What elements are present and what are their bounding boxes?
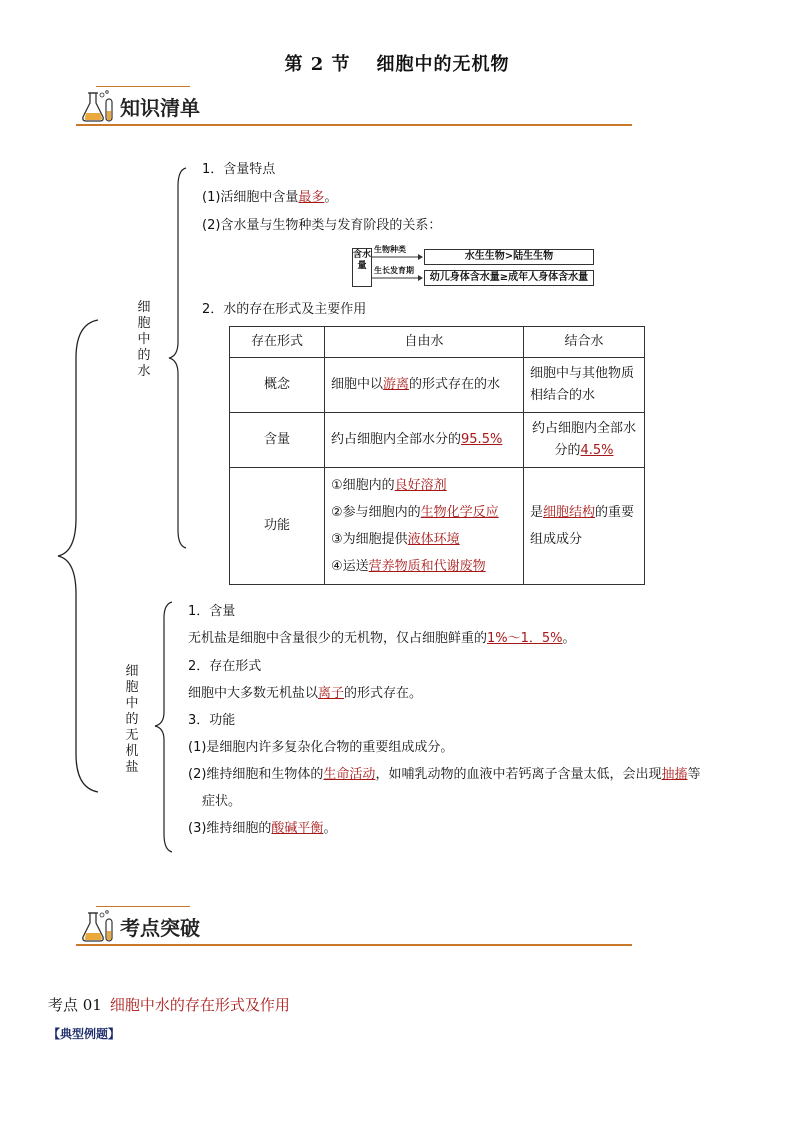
keyword: 生物化学反应 <box>420 505 499 520</box>
diagram-arrow-label-1: 生物种类 <box>374 245 406 254</box>
keyword: 液体环境 <box>407 532 460 547</box>
diagram-arrow-label-2: 生长发育期 <box>374 266 414 275</box>
flask-icon <box>80 89 118 125</box>
water-content-diagram <box>352 244 598 288</box>
keyword: 1%～1．5% <box>487 631 563 646</box>
salt-function-2-cont: 症状。 <box>202 794 242 809</box>
table-row-label: 概念 <box>230 358 325 413</box>
water-heading-2: 2．水的存在形式及主要作用 <box>202 302 367 317</box>
water-heading-1: 1．含量特点 <box>202 162 276 177</box>
diagram-result-1: 水生生物>陆生生物 <box>424 249 594 265</box>
keyword: 游离 <box>383 377 410 392</box>
diagram-result-2: 幼儿身体含水量≥成年人身体含水量 <box>424 270 594 286</box>
table-header: 结合水 <box>524 327 645 358</box>
section-title-breakthrough: 考点突破 <box>120 916 200 940</box>
table-row <box>230 358 645 413</box>
salt-heading-1: 1．含量 <box>188 604 236 619</box>
kaodian-number: 考点 01 <box>48 996 102 1014</box>
keyword: 生命活动 <box>323 767 376 782</box>
page-title <box>0 50 794 76</box>
table-header: 存在形式 <box>230 327 325 358</box>
table-header-row <box>230 327 645 358</box>
table-cell: 约占细胞内全部水分的4.5% <box>524 413 645 468</box>
keyword: 离子 <box>318 686 345 701</box>
water-point-2: (2)含水量与生物种类与发育阶段的关系： <box>202 218 442 233</box>
water-forms-table <box>229 326 645 585</box>
flask-icon <box>80 909 118 945</box>
section-header-breakthrough <box>76 906 632 946</box>
section-title-knowledge: 知识清单 <box>120 96 200 120</box>
salt-function-1: (1)是细胞内许多复杂化合物的重要组成成分。 <box>188 740 454 755</box>
kaodian-name: 细胞中水的存在形式及作用 <box>109 996 290 1014</box>
diagram-box: 含水量 <box>352 248 372 287</box>
table-row-label: 含量 <box>230 413 325 468</box>
water-brace <box>166 166 190 550</box>
table-cell: 细胞中以游离的形式存在的水 <box>325 358 524 413</box>
salt-point-2: 细胞中大多数无机盐以离子的形式存在。 <box>188 686 423 701</box>
keyword: 营养物质和代谢废物 <box>368 559 486 574</box>
water-vertical-label: 细胞中的水 <box>137 300 151 379</box>
salt-vertical-label: 细胞中的无机盐 <box>125 664 139 775</box>
kaodian-heading <box>48 994 290 1015</box>
table-row <box>230 468 645 585</box>
salt-heading-2: 2．存在形式 <box>188 659 262 674</box>
table-row <box>230 413 645 468</box>
keyword: 4.5% <box>580 443 614 458</box>
table-header: 自由水 <box>325 327 524 358</box>
table-row-label: 功能 <box>230 468 325 585</box>
table-cell: ①细胞内的良好溶剂 ②参与细胞内的生物化学反应 ③为细胞提供液体环境 ④运送营养物质和代谢废物 <box>325 468 524 585</box>
table-cell: 细胞中与其他物质相结合的水 <box>524 358 645 413</box>
keyword: 酸碱平衡 <box>271 821 324 836</box>
keyword: 细胞结构 <box>543 505 596 520</box>
outer-brace <box>56 318 102 794</box>
title-text: 细胞中的无机物 <box>376 54 510 75</box>
diagram-arrows <box>372 244 424 288</box>
salt-function-3: (3)维持细胞的酸碱平衡。 <box>188 821 337 836</box>
salt-function-2: (2)维持细胞和生物体的生命活动，如哺乳动物的血液中若钙离子含量太低，会出现抽搐等 <box>188 767 701 782</box>
section-header-knowledge <box>76 86 632 126</box>
salt-brace <box>152 600 176 854</box>
keyword: 最多 <box>298 190 325 205</box>
keyword: 95.5% <box>461 432 503 447</box>
table-cell: 是细胞结构的重要组成成分 <box>524 468 645 585</box>
salt-heading-3: 3．功能 <box>188 713 236 728</box>
salt-point-1: 无机盐是细胞中含量很少的无机物，仅占细胞鲜重的1%～1．5%。 <box>188 631 576 646</box>
title-section-number: 第 2 节 <box>284 54 351 75</box>
water-point-1: (1)活细胞中含量最多。 <box>202 190 338 205</box>
example-label: 【典型例题】 <box>48 1027 121 1041</box>
keyword: 良好溶剂 <box>394 478 447 493</box>
keyword: 抽搐 <box>661 767 688 782</box>
table-cell: 约占细胞内全部水分的95.5% <box>325 413 524 468</box>
